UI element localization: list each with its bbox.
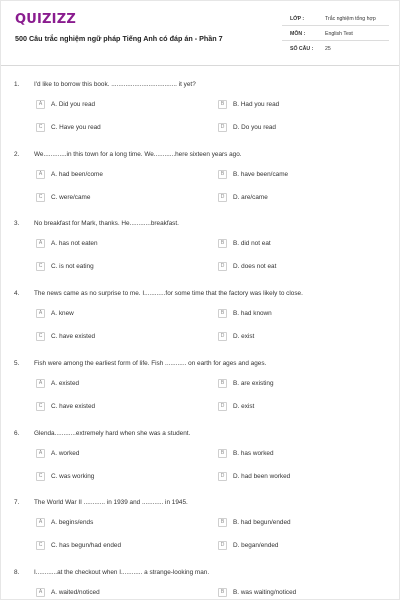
meta-label: MÔN : [290, 31, 306, 37]
question-text: Fish were among the earliest form of life. Fish ............ on earth for ages and ages. [34, 360, 267, 367]
option-text: D. exist [233, 333, 255, 340]
option-text: A. waited/noticed [51, 589, 100, 596]
option-letter-box: D [218, 193, 227, 202]
option-letter-box: D [218, 332, 227, 341]
option-letter-box: C [36, 332, 45, 341]
option-letter-box: A [36, 379, 45, 388]
option-letter-box: C [36, 262, 45, 271]
option-letter-box: C [36, 193, 45, 202]
question-text: No breakfast for Mark, thanks. He............breakfast. [34, 220, 179, 227]
question-7 [1, 499, 400, 569]
option-text: D. began/ended [233, 542, 279, 549]
option-text: B. are existing [233, 380, 274, 387]
question-6 [1, 430, 400, 500]
option-text: A. had been/come [51, 171, 103, 178]
option-letter-box: D [218, 123, 227, 132]
option-text: C. were/came [51, 194, 91, 201]
option-text: C. have existed [51, 403, 96, 410]
option-text: C. has begun/had ended [51, 542, 122, 549]
option-letter-box: A [36, 100, 45, 109]
option-letter-box: B [218, 518, 227, 527]
question-number: 8. [14, 569, 20, 576]
option-letter-box: D [218, 541, 227, 550]
question-text: I'd like to borrow this book. ..................................... it yet? [34, 81, 196, 88]
question-4 [1, 290, 400, 360]
question-text: We.............in this town for a long time. We............here sixteen years ago. [34, 151, 242, 158]
option-letter-box: D [218, 402, 227, 411]
option-text: C. was working [51, 473, 95, 480]
question-number: 4. [14, 290, 20, 297]
option-text: A. has not eaten [51, 240, 98, 247]
option-text: A. knew [51, 310, 74, 317]
option-text: D. exist [233, 403, 255, 410]
question-number: 5. [14, 360, 20, 367]
option-letter-box: C [36, 541, 45, 550]
option-letter-box: B [218, 100, 227, 109]
option-letter-box: A [36, 518, 45, 527]
meta-row-count [282, 41, 389, 56]
option-text: A. begins/ends [51, 519, 94, 526]
question-number: 3. [14, 220, 20, 227]
option-text: C. is not eating [51, 263, 94, 270]
worksheet-header [1, 1, 400, 66]
option-letter-box: B [218, 309, 227, 318]
option-letter-box: B [218, 379, 227, 388]
question-number: 6. [14, 430, 20, 437]
option-text: D. had been worked [233, 473, 291, 480]
quizizz-logo[interactable]: QUIZIZZ [15, 12, 76, 27]
option-letter-box: C [36, 123, 45, 132]
question-1 [1, 81, 400, 151]
meta-table [282, 11, 389, 56]
question-8 [1, 569, 400, 600]
option-text: C. have existed [51, 333, 96, 340]
option-text: B. was waiting/noticed [233, 589, 297, 596]
option-text: B. have been/came [233, 171, 289, 178]
option-letter-box: A [36, 449, 45, 458]
option-letter-box: C [36, 402, 45, 411]
question-text: Glenda............extremely hard when she was a student. [34, 430, 191, 437]
question-number: 1. [14, 81, 20, 88]
question-3 [1, 220, 400, 290]
question-number: 7. [14, 499, 20, 506]
option-letter-box: B [218, 588, 227, 597]
meta-value: 25 [325, 46, 331, 52]
meta-label: SỐ CÂU : [290, 46, 314, 52]
question-number: 2. [14, 151, 20, 158]
question-2 [1, 151, 400, 221]
option-text: B. has worked [233, 450, 274, 457]
page-title: 500 Câu trắc nghiệm ngữ pháp Tiếng Anh có đáp án - Phần 7 [15, 34, 223, 43]
option-text: A. worked [51, 450, 80, 457]
question-text: The news came as no surprise to me. I............for some time that the factory was likely to close. [34, 290, 303, 297]
option-letter-box: A [36, 588, 45, 597]
option-letter-box: B [218, 449, 227, 458]
option-letter-box: D [218, 262, 227, 271]
question-5 [1, 360, 400, 430]
option-letter-box: A [36, 309, 45, 318]
meta-value: English Test [325, 31, 353, 37]
option-letter-box: A [36, 239, 45, 248]
option-letter-box: B [218, 239, 227, 248]
option-text: B. did not eat [233, 240, 271, 247]
option-text: D. are/came [233, 194, 268, 201]
option-text: A. existed [51, 380, 80, 387]
question-text: I............at the checkout when I............ a strange-looking man. [34, 569, 210, 576]
option-text: D. does not eat [233, 263, 277, 270]
meta-label: LỚP : [290, 16, 305, 22]
option-text: B. Had you read [233, 101, 280, 108]
option-text: C. Have you read [51, 124, 101, 131]
option-letter-box: B [218, 170, 227, 179]
meta-row-class [282, 11, 389, 26]
option-text: A. Did you read [51, 101, 96, 108]
option-text: B. had known [233, 310, 272, 317]
question-text: The World War II ............ in 1939 and ............ in 1945. [34, 499, 188, 506]
meta-value: Trắc nghiệm tổng hợp [325, 16, 376, 22]
option-letter-box: A [36, 170, 45, 179]
option-letter-box: D [218, 472, 227, 481]
meta-row-subject [282, 26, 389, 41]
option-text: B. had begun/ended [233, 519, 291, 526]
option-letter-box: C [36, 472, 45, 481]
option-text: D. Do you read [233, 124, 276, 131]
